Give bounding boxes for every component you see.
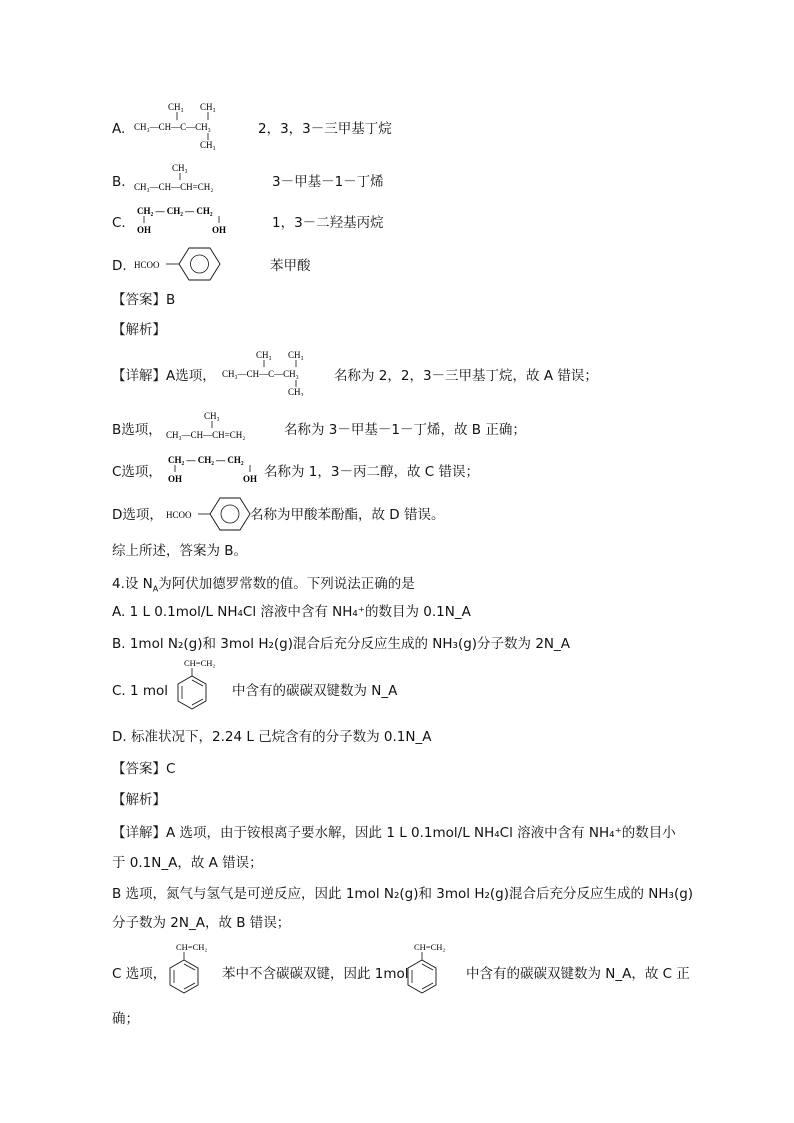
option-a-name: 2，3，3－三甲基丁烷 [258,121,392,137]
chem-text: CH₃ [168,102,184,112]
structure-b-icon [130,160,260,196]
structure-a-icon [130,98,255,150]
svg-text:CH₃—CH—CH=CH₂: CH₃—CH—CH=CH₂ [134,182,214,192]
option-b-letter: B. [112,174,126,190]
summary-1: 综上所述，答案为 B。 [112,543,248,559]
svg-text:OH: OH [137,225,152,235]
detail-c-prefix: C选项， [112,464,162,480]
option-d-letter: D. [112,258,127,274]
detail-b-suffix: 名称为 3－甲基－1－丁烯，故 B 正确； [284,422,526,438]
svg-text:CH₃—CH—C—CH₃: CH₃—CH—C—CH₃ [222,369,299,379]
styrene-detail-icon-2 [404,940,454,1002]
detail-a-prefix: 【详解】A选项， [112,368,216,384]
detail2-c-mid: 苯中不含碳碳双键，因此 1mol [222,966,409,982]
structure-a-detail-icon [220,346,340,396]
detail2-b-line1: B 选项，氮气与氢气是可逆反应，因此 1mol N₂(g)和 3mol H₂(g)混合后充分反应生成的 NH₃(g) [112,886,694,902]
detail-d-prefix: D选项， [112,507,163,523]
svg-text:CH=CH₂: CH=CH₂ [414,942,446,952]
svg-text:CH₃: CH₃ [172,163,188,173]
svg-text:CH₃: CH₃ [288,387,304,396]
detail-d-suffix: 名称为甲酸苯酚酯，故 D 错误。 [250,507,445,523]
structure-b-detail-icon [164,408,288,444]
option-c-name: 1，3－二羟基丙烷 [272,215,384,231]
svg-text:HCOO: HCOO [166,510,192,520]
detail-c-suffix: 名称为 1，3－丙二醇，故 C 错误； [264,464,479,480]
structure-d-icon [134,244,229,284]
q4-option-a: A. 1 L 0.1mol/L NH₄Cl 溶液中含有 NH₄⁺的数目为 0.1N_A [112,604,471,620]
answer-2: 【答案】C [112,761,176,777]
svg-text:CH₃—CH—CH=CH₂: CH₃—CH—CH=CH₂ [166,430,246,440]
svg-text:OH: OH [168,474,183,484]
analysis-1: 【解析】 [112,322,166,338]
analysis-2: 【解析】 [112,792,166,808]
svg-text:CH₃: CH₃ [200,102,216,112]
svg-text:CH=CH₂: CH=CH₂ [184,658,216,668]
styrene-detail-icon-1 [166,940,216,1002]
svg-text:CH₂ — CH₂ — CH₂: CH₂ — CH₂ — CH₂ [168,455,244,465]
detail2-c-end: 确； [112,1011,139,1027]
structure-d-detail-icon [166,494,256,534]
option-c-letter: C. [112,215,126,231]
svg-text:OH: OH [243,474,258,484]
styrene-icon [174,656,224,718]
q4-option-d: D. 标准状况下，2.24 L 己烷含有的分子数为 0.1N_A [112,729,432,745]
q4-option-c-prefix: C. 1 mol [112,683,169,699]
detail-a-suffix: 名称为 2，2，3－三甲基丁烷，故 A 错误； [334,368,598,384]
detail2-c-prefix: C 选项， [112,966,167,982]
svg-text:CH=CH₂: CH=CH₂ [176,942,208,952]
svg-text:CH₃: CH₃ [200,140,216,150]
detail2-a-line1: 【详解】A 选项，由于铵根离子要水解，因此 1 L 0.1mol/L NH₄Cl 溶液中含有 NH₄⁺的数目小 [112,825,676,841]
answer-1: 【答案】B [112,292,176,308]
q4-stem: 4.设 $N_A$为阿伏加德罗常数的值。下列说法正确的是 [112,576,415,594]
detail2-a-line2: 于 0.1N_A，故 A 错误； [112,855,263,871]
svg-text:HCOO: HCOO [134,260,160,270]
structure-c-icon [134,203,244,239]
detail2-b-line2: 分子数为 2N_A，故 B 错误； [112,915,291,931]
option-d-name: 苯甲酸 [270,258,311,274]
svg-text:OH: OH [212,225,227,235]
option-b-name: 3－甲基－1－丁烯 [272,174,384,190]
option-a-letter: A. [112,121,126,137]
q4-option-b: B. 1mol N₂(g)和 3mol H₂(g)混合后充分反应生成的 NH₃(g)分子数为 2N_A [112,636,571,652]
detail2-c-suffix: 中含有的碳碳双键数为 N_A，故 C 正 [466,966,690,982]
q4-option-c-suffix: 中含有的碳碳双键数为 N_A [232,683,398,699]
svg-text:CH₃: CH₃ [204,411,220,421]
svg-text:CH₃: CH₃ [288,350,304,360]
svg-text:CH₂ — CH₂ — CH₂: CH₂ — CH₂ — CH₂ [137,206,213,216]
svg-text:CH₃: CH₃ [256,350,272,360]
detail-b-prefix: B选项， [112,422,162,438]
svg-text:CH₃—CH—C—CH₃: CH₃—CH—C—CH₃ [134,122,211,132]
structure-c-detail-icon [166,452,266,488]
